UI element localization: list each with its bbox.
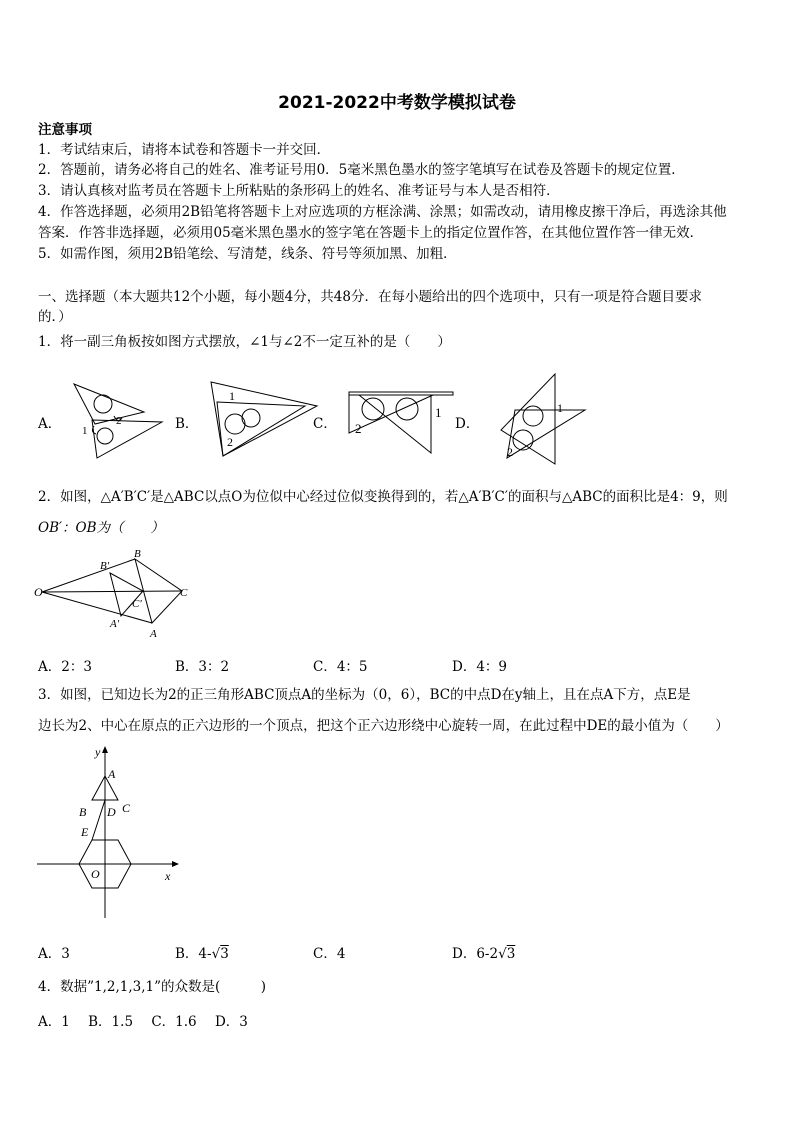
q1-option-a: A．	[38, 416, 62, 432]
q3-option-c	[313, 942, 345, 962]
q1c-label-2: 2	[355, 421, 362, 436]
q2-option-b: B．3：2	[175, 659, 230, 675]
q3-label-D: D	[107, 805, 116, 819]
q3-option-a-value: 3	[61, 946, 70, 962]
notice-item-5: 5．如需作图，须用2B铅笔绘、写清楚，线条、符号等须加黑、加粗．	[38, 246, 457, 262]
q2-figure	[30, 545, 205, 645]
q3-option-c-value: 4	[336, 946, 346, 962]
q1-figure-a	[70, 378, 170, 460]
q2-label-C1: C′	[132, 598, 142, 610]
q3-label-C: C	[122, 801, 131, 815]
q2-label-O: O	[34, 585, 43, 599]
q1-stem: 1．将一副三角板按如图方式摆放，∠1与∠2不一定互补的是（ ）	[38, 334, 451, 350]
section-heading-cont: 的．）	[38, 309, 72, 325]
q3-option-b-letter: B．	[175, 946, 199, 962]
q2-label-A: A	[150, 628, 157, 640]
q4-option-c: C．1.6	[151, 1014, 197, 1030]
q3-option-b-radicand: 3	[220, 946, 229, 962]
q1-option-b: B．	[175, 416, 199, 432]
q1-option-c: C．	[313, 416, 337, 432]
q1a-label-1: 1	[82, 425, 88, 437]
q3-option-c-letter: C．	[313, 946, 337, 962]
q2-label-B: B	[134, 548, 141, 560]
q3-option-a-letter: A．	[38, 946, 62, 962]
q3-option-d	[452, 942, 515, 962]
q3-stem: 3．如图，已知边长为2的正三角形ABC顶点A的坐标为（0，6），BC的中点D在y轴上，且在点A下方，点E是	[38, 687, 691, 703]
q1b-label-2: 2	[227, 435, 233, 449]
q2-option-a: A．2：3	[38, 659, 92, 675]
q3-option-d-radicand: 3	[506, 946, 516, 962]
notice-heading: 注意事项	[38, 122, 92, 138]
q1d-label-2: 2	[507, 445, 513, 459]
sqrt-icon: √	[211, 946, 221, 962]
q3-label-B: B	[79, 805, 87, 819]
q1a-label-2: 2	[116, 415, 122, 427]
q3-label-E: E	[81, 825, 89, 839]
q1b-label-1: 1	[229, 389, 235, 403]
q1c-label-1: 1	[435, 405, 442, 420]
q3-label-x: x	[165, 869, 171, 883]
q2-stem: 2．如图，△A′B′C′是△ABC以点O为位似中心经过位似变换得到的，若△A′B′C′的面积与△ABC的面积比是4：9，则	[38, 489, 728, 505]
q2-stem-cont: OB′：OB为（ ）	[38, 520, 165, 536]
q4-stem: 4．数据”1,2,1,3,1”的众数是( )	[38, 979, 267, 995]
q1-figure-d	[495, 370, 595, 470]
q1-figure-c	[345, 385, 457, 457]
q2-label-C: C	[180, 587, 188, 599]
q3-label-O: O	[91, 867, 100, 881]
q3-label-A: A	[108, 767, 116, 781]
q1d-label-1: 1	[557, 401, 563, 415]
sqrt-icon: √	[498, 946, 507, 962]
q3-stem-cont: 边长为2、中心在原点的正六边形的一个顶点，把这个正六边形绕中心旋转一周，在此过程中DE的最小值为（ ）	[38, 718, 729, 734]
q4-option-a: A．1	[38, 1014, 70, 1030]
q2-label-A1: A′	[110, 618, 120, 630]
q4-options	[38, 1010, 248, 1030]
q3-option-a	[38, 942, 70, 962]
q3-label-y: y	[95, 745, 101, 759]
section-heading: 一、选择题（本大题共12个小题，每小题4分，共48分．在每小题给出的四个选项中，只有一项是符合题目要求	[38, 289, 702, 305]
q4-option-d: D．3	[214, 1014, 248, 1030]
q1-figure-b	[205, 378, 320, 460]
notice-item-1: 1．考试结束后，请将本试卷和答题卡一并交回．	[38, 142, 331, 158]
q2-label-B1: B′	[100, 560, 110, 572]
notice-item-4: 4．作答选择题，必须用2B铅笔将答题卡上对应选项的方框涂满、涂黑；如需改动，请用橡皮擦干净后，再选涂其他	[38, 204, 727, 220]
notice-item-2: 2．答题前，请务必将自己的姓名、准考证号用0．5毫米黑色墨水的签字笔填写在试卷及答题卡的规定位置．	[38, 162, 685, 178]
q3-option-d-value: 6-2	[476, 946, 499, 962]
notice-item-3: 3．请认真核对监考员在答题卡上所粘贴的条形码上的姓名、准考证号与本人是否相符．	[38, 183, 560, 199]
q3-figure	[35, 742, 180, 920]
q3-option-b	[175, 942, 229, 962]
q1-option-d: D．	[455, 416, 480, 432]
q4-option-b: B．1.5	[88, 1014, 134, 1030]
q3-option-d-letter: D．	[452, 946, 477, 962]
q3-option-b-value: 4-	[198, 946, 212, 962]
q2-option-c: C．4：5	[313, 659, 368, 675]
notice-item-4-cont: 答案．作答非选择题，必须用05毫米黑色墨水的签字笔在答题卡上的指定位置作答，在其他位置作答一律无效．	[38, 225, 704, 241]
q2-option-d: D．4：9	[452, 659, 508, 675]
page-title: 2021-2022中考数学模拟试卷	[278, 93, 516, 113]
